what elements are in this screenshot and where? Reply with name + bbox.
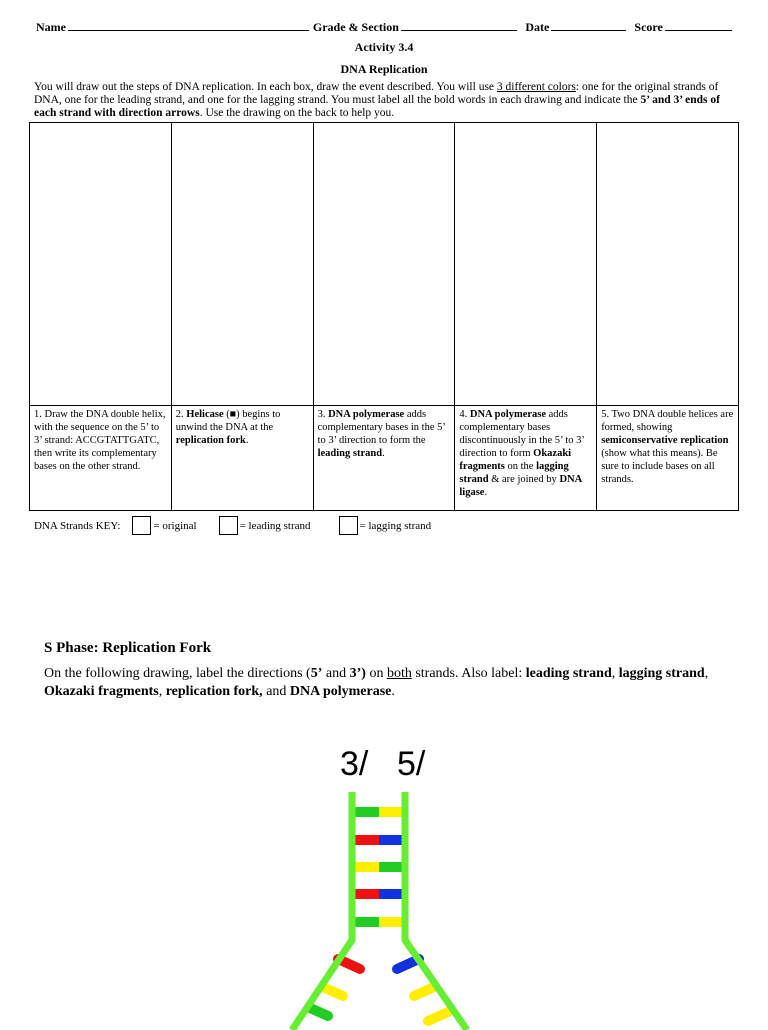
- score-label: Score: [634, 20, 663, 34]
- key-leading-label: = leading strand: [239, 519, 311, 532]
- worksheet-header: [36, 20, 736, 35]
- step-caption-2: [171, 406, 313, 511]
- caption-run: 2.: [175, 409, 187, 420]
- worksheet-title: DNA Replication: [340, 62, 428, 76]
- caption-run: ■: [229, 409, 237, 420]
- caption-run: Helicase: [186, 409, 224, 420]
- key-box-leading[interactable]: [219, 516, 238, 535]
- caption-run: on the: [504, 461, 537, 472]
- base-right: [379, 835, 405, 845]
- drawing-box-3[interactable]: [313, 123, 455, 406]
- sphase-text-run: ,: [704, 666, 709, 681]
- caption-run: 1. Draw the DNA double helix, with the sequence on the 5’ to 3’ strand: ACCGTATTGATC, then write its complementary bases on the other strand.: [34, 409, 166, 472]
- sphase-text-run: leading strand: [525, 666, 612, 681]
- caption-run: adds complementary bases discontinuously in the 5’ to 3’ direction to form: [459, 409, 585, 459]
- sphase-text-run: strands. Also label:: [411, 666, 526, 681]
- unpaired-base: [323, 987, 343, 996]
- strands-key: [34, 516, 431, 535]
- name-label: Name: [36, 20, 66, 34]
- caption-run: .: [484, 487, 488, 498]
- sphase-text-run: 3’): [349, 666, 366, 681]
- unpaired-base: [414, 987, 434, 996]
- step-caption-4: [455, 406, 597, 511]
- instructions-paragraph: [34, 81, 740, 120]
- key-box-original[interactable]: [132, 516, 151, 535]
- drawing-box-4[interactable]: [455, 123, 597, 406]
- caption-run: leading strand: [317, 448, 383, 459]
- sphase-title: S Phase: Replication Fork: [44, 640, 212, 656]
- score-field[interactable]: [665, 20, 732, 31]
- base-left: [352, 917, 379, 927]
- intro-bold-ends: 5’ and 3’ ends of each strand with direction arrows: [34, 94, 720, 119]
- drawing-box-2[interactable]: [171, 123, 313, 406]
- step-caption-3: [313, 406, 455, 511]
- intro-text-1: You will draw out the steps of DNA replication. In each box, draw the event described. You will use: [34, 81, 497, 93]
- caption-run: DNA ligase: [459, 474, 582, 498]
- grade-field[interactable]: [401, 20, 518, 31]
- base-pair-rungs: [352, 807, 405, 927]
- base-right: [379, 807, 405, 817]
- sphase-text-run: replication fork,: [165, 684, 263, 699]
- caption-run: 4.: [459, 409, 470, 420]
- base-right: [379, 917, 405, 927]
- step-caption-1: [30, 406, 172, 511]
- sphase-text-run: .: [391, 684, 395, 699]
- sphase-text-run: and: [262, 684, 290, 699]
- sphase-text-run: ,: [611, 666, 619, 681]
- sphase-text-run: 5’: [310, 666, 323, 681]
- caption-run: semiconservative replication: [601, 435, 729, 446]
- intro-underline-colors: 3 different colors: [496, 81, 576, 93]
- name-field[interactable]: [68, 20, 309, 31]
- step-caption-5: [597, 406, 739, 511]
- caption-run: replication fork: [175, 435, 246, 446]
- caption-run: .: [382, 448, 385, 459]
- caption-run: (show what this means). Be sure to include bases on all strands.: [601, 448, 718, 485]
- sphase-text-run: ,: [158, 684, 166, 699]
- sphase-text-run: DNA polymerase: [289, 684, 392, 699]
- caption-run: & are joined by: [488, 474, 560, 485]
- label-5-prime: 5/: [397, 745, 426, 783]
- key-box-lagging[interactable]: [339, 516, 358, 535]
- unpaired-base: [310, 1008, 328, 1016]
- drawing-grid: [29, 122, 739, 511]
- caption-run: ) begins to unwind the DNA at the: [175, 409, 281, 433]
- date-label: Date: [525, 20, 550, 34]
- caption-run: (: [223, 409, 230, 420]
- caption-run: 3.: [317, 409, 329, 420]
- sphase-text-run: On the following drawing, label the directions (: [44, 666, 311, 681]
- label-3-prime: 3/: [340, 745, 369, 783]
- base-right: [379, 862, 405, 872]
- base-left: [352, 889, 379, 899]
- caption-run: DNA polymerase: [328, 409, 405, 420]
- caption-run: adds complementary bases in the 5’ to 3’ direction to form the: [317, 409, 446, 446]
- replication-fork-diagram: [270, 740, 510, 1030]
- drawing-box-5[interactable]: [597, 123, 739, 406]
- base-left: [352, 862, 379, 872]
- intro-text-3: . Use the drawing on the back to help you.: [199, 107, 395, 119]
- sphase-text-run: on: [365, 666, 387, 681]
- sphase-text-run: and: [322, 666, 350, 681]
- unpaired-base: [428, 1012, 448, 1021]
- caption-run: 5. Two DNA double helices are formed, showing: [601, 409, 734, 433]
- base-right: [379, 889, 405, 899]
- sphase-instructions: [44, 665, 734, 701]
- key-original-label: = original: [153, 519, 197, 532]
- base-left: [352, 807, 379, 817]
- caption-run: DNA polymerase: [469, 409, 547, 420]
- intro-text-2: : one for the original strands of DNA, one for the leading strand, and one for the lagging strand. You must label all the bold words in each drawing and indicate the: [34, 81, 719, 106]
- activity-title: Activity 3.4: [354, 40, 414, 54]
- grade-label: Grade & Section: [312, 20, 399, 34]
- drawing-box-1[interactable]: [30, 123, 172, 406]
- sphase-text-run: Okazaki fragments: [44, 684, 159, 699]
- base-left: [352, 835, 379, 845]
- caption-run: Okazaki fragments: [459, 448, 572, 472]
- key-lagging-label: = lagging strand: [359, 519, 432, 532]
- key-label: DNA Strands KEY:: [34, 519, 121, 532]
- sphase-text-run: lagging strand: [618, 666, 705, 681]
- sphase-text-run: both: [386, 666, 412, 681]
- date-field[interactable]: [551, 20, 626, 31]
- caption-run: .: [245, 435, 249, 446]
- caption-run: lagging strand: [459, 461, 569, 485]
